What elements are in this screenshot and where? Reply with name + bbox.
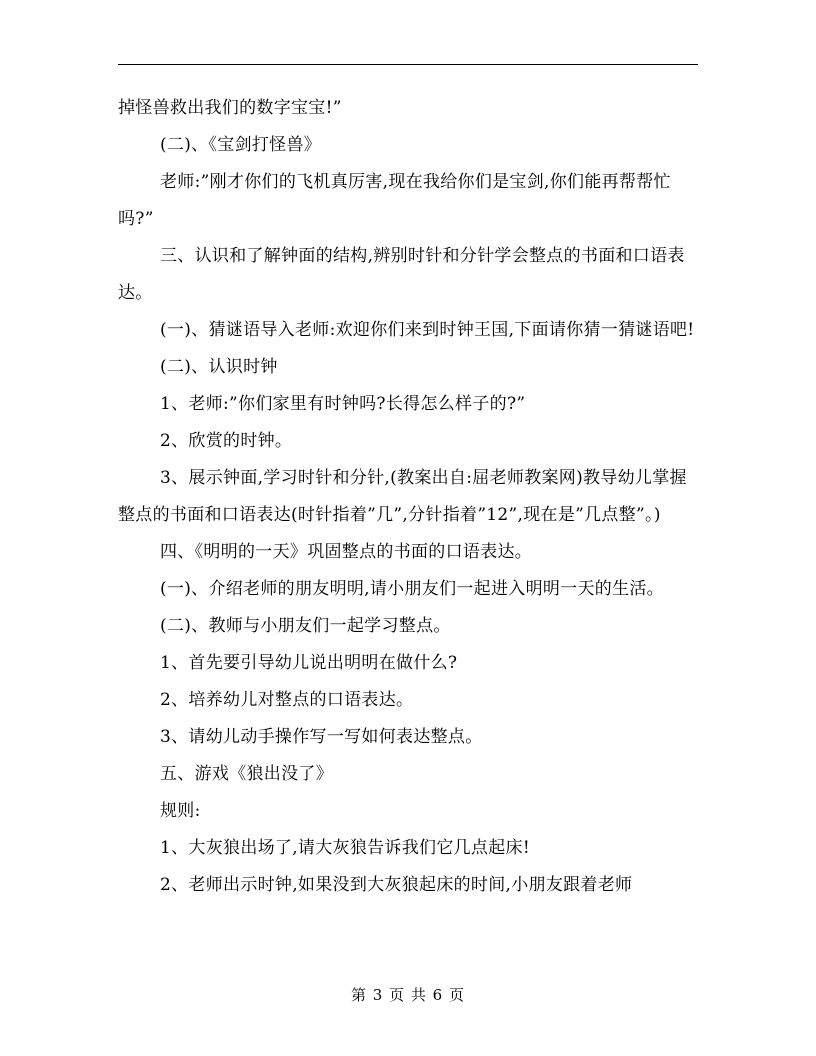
paragraph-rule-2: 2、老师出示时钟,如果没到大灰狼起床的时间,小朋友跟着老师	[160, 875, 633, 895]
paragraph-section-five: 五、游戏《狼出没了》	[160, 764, 333, 784]
paragraph-section-sword: (二)、《宝剑打怪兽》	[160, 135, 322, 155]
paragraph-step-1: 1、首先要引导幼儿说出明明在做什么?	[160, 653, 458, 673]
paragraph-introduce-friend: (一)、介绍老师的朋友明明,请小朋友们一起进入明明一天的生活。	[160, 579, 664, 599]
header-rule	[118, 64, 698, 65]
paragraph-teacher-sword: 老师:”刚才你们的飞机真厉害,现在我给你们是宝剑,你们能再帮帮忙吗?”	[118, 172, 671, 229]
paragraph-riddle: (一)、猜谜语导入老师:欢迎你们来到时钟王国,下面请你猜一猜谜语吧!	[160, 320, 695, 340]
paragraph-step-3: 3、请幼儿动手操作写一写如何表达整点。	[160, 727, 483, 747]
paragraph-item-1-teacher: 1、老师:”你们家里有时钟吗?长得怎么样子的?”	[160, 394, 526, 414]
paragraph-step-2: 2、培养幼儿对整点的口语表达。	[160, 690, 414, 710]
document-body	[118, 90, 698, 904]
paragraph-continuation: 掉怪兽救出我们的数字宝宝!”	[118, 98, 342, 118]
paragraph-section-three: 三、认识和了解钟面的结构,辨别时针和分针学会整点的书面和口语表达。	[118, 246, 685, 303]
paragraph-rule-1: 1、大灰狼出场了,请大灰狼告诉我们它几点起床!	[160, 838, 530, 858]
paragraph-learn-together: (二)、教师与小朋友们一起学习整点。	[160, 616, 451, 636]
paragraph-section-four: 四、《明明的一天》巩固整点的书面的口语表达。	[160, 542, 533, 562]
paragraph-item-2-enjoy: 2、欣赏的时钟。	[160, 431, 293, 451]
paragraph-know-clock: (二)、认识时钟	[160, 357, 278, 377]
paragraph-item-3-display: 3、展示钟面,学习时针和分针,(教案出自:屈老师教案网)教导幼儿掌握整点的书面和口语表达(时针指着”几”,分针指着”12”,现在是”几点整”。)	[118, 468, 687, 525]
page-number-footer: 第 3 页 共 6 页	[351, 986, 465, 1004]
paragraph-rules: 规则:	[160, 801, 201, 821]
